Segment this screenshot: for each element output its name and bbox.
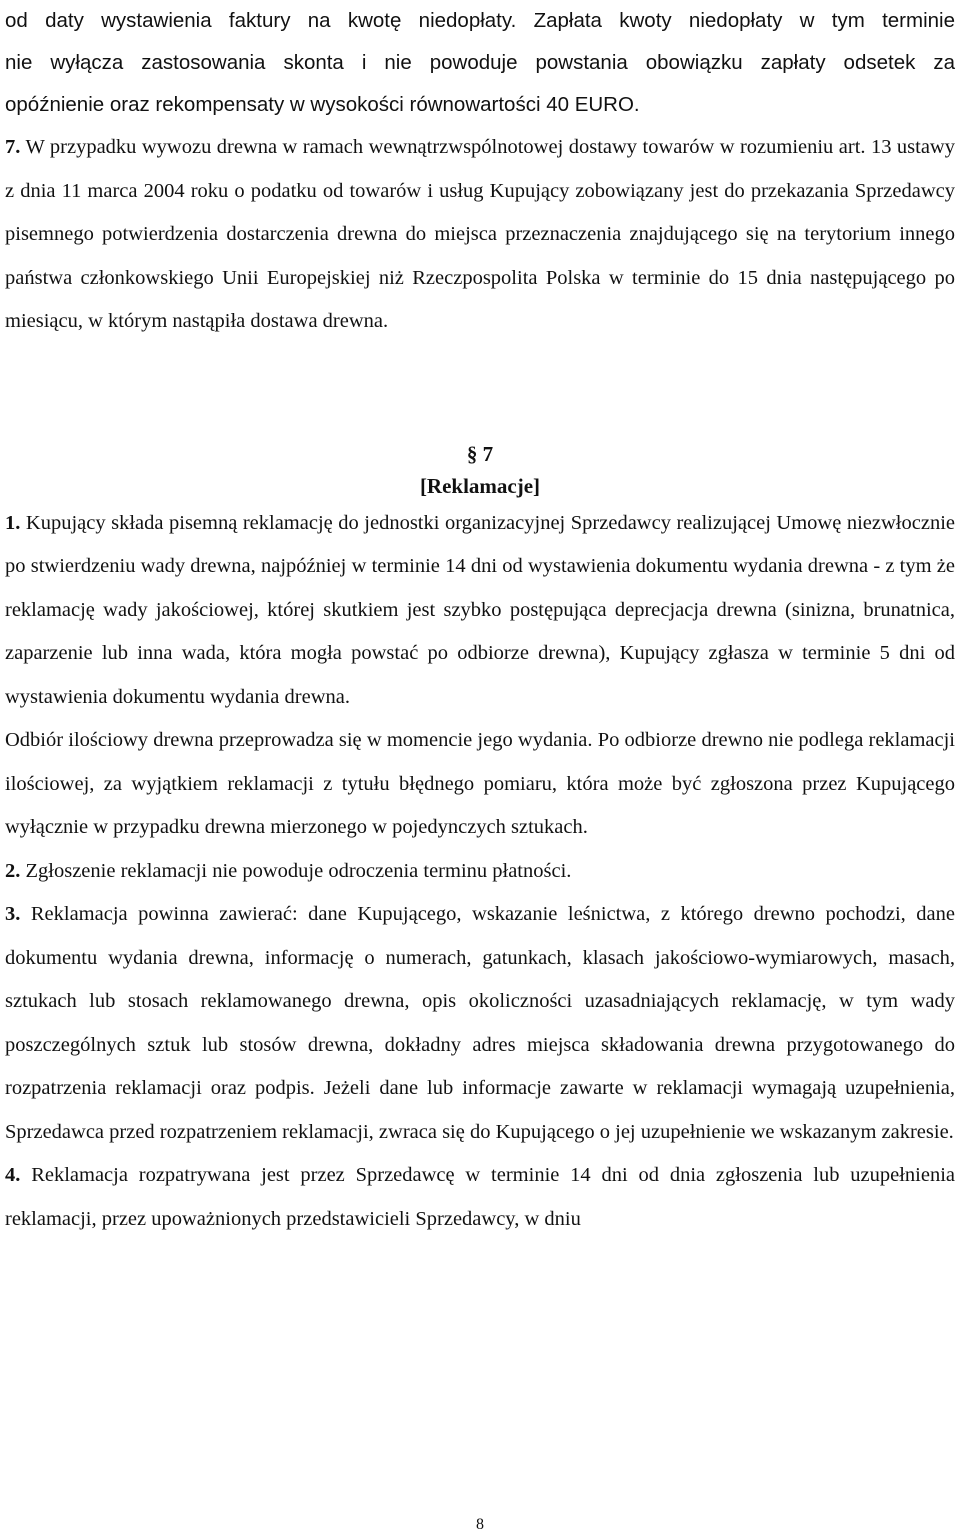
- paragraph-1: [5, 502, 955, 720]
- paragraph-number: 2.: [5, 859, 21, 882]
- point-number: 7.: [5, 136, 21, 158]
- paragraph-text: Odbiór ilościowy drewna przeprowadza się w momencie jego wydania. Po odbiorze drewno nie podlega reklamacji ilościowej, za wyjątkiem reklamacji z tytułu błędnego pomiaru, która może być zgłoszona przez Kupującego wyłącznie w przypadku drewna mierzonego w pojedynczych sztukach.: [5, 729, 955, 838]
- paragraph-text: Reklamacja rozpatrywana jest przez Sprzedawcę w terminie 14 dni od dnia zgłoszenia lub uzupełnienia reklamacji, przez upoważnionych przedstawicieli Sprzedawcy, w dniu: [5, 1164, 955, 1230]
- paragraph-1-continued: [5, 719, 955, 850]
- document-page: [5, 0, 955, 1241]
- section-number: § 7: [466, 441, 494, 466]
- spacer: [5, 344, 955, 426]
- paragraph-text: Reklamacja powinna zawierać: dane Kupującego, wskazanie leśnictwa, z którego drewno pochodzi, dane dokumentu wydania drewna, informację o numerach, gatunkach, klasach jakościowo-wymiarowych, masach, sztukach lub stosach reklamowanego drewna, opis okoliczności uzasadniających reklamację, w tym wady poszczególnych sztuk lub stosów drewna, dokładny adres miejsca składowania drewna przygotowanego do rozpatrzenia reklamacji oraz podpis. Jeżeli dane lub informacje zawarte w reklamacji wymagają uzupełnienia, Sprzedawca przed rozpatrzeniem reklamacji, zwraca się do Kupującego o jej uzupełnienie we wskazanym zakresie.: [5, 903, 955, 1143]
- intro-block: [5, 0, 955, 126]
- paragraph-3: [5, 893, 955, 1154]
- paragraph-4: [5, 1154, 955, 1241]
- intro-line: opóźnienie oraz rekompensaty w wysokości równowartości 40 EURO.: [5, 93, 640, 116]
- section-title: [Reklamacje]: [419, 473, 541, 498]
- paragraph-text: Kupujący składa pisemną reklamację do jednostki organizacyjnej Sprzedawcy realizującej Umowę niezwłocznie po stwierdzeniu wady drewna, najpóźniej w terminie 14 dni od wystawienia dokumentu wydania drewna - z tym że reklamację wady jakościowej, której skutkiem jest szybko postępująca deprecjacja drewna (sinizna, brunatnica, zaparzenie lub inna wada, która mogła powstać po odbiorze drewna), Kupujący zgłasza w terminie 5 dni od wystawienia dokumentu wydania drewna.: [5, 511, 955, 708]
- intro-line: nie wyłącza zastosowania skonta i nie powoduje powstania obowiązku zapłaty odsetek za: [5, 51, 955, 74]
- point-text: W przypadku wywozu drewna w ramach wewnątrzwspólnotowej dostawy towarów w rozumieniu art. 13 ustawy z dnia 11 marca 2004 roku o podatku od towarów i usług Kupujący zobowiązany jest do przekazania Sprzedawcy pisemnego potwierdzenia dostarczenia drewna do miejsca przeznaczenia znajdującego się na terytorium innego państwa członkowskiego Unii Europejskiej niż Rzeczpospolita Polska w terminie do 15 dnia następującego po miesiącu, w którym nastąpiła dostawa drewna.: [5, 136, 955, 332]
- paragraph-number: 1.: [5, 511, 21, 534]
- paragraph-text: Zgłoszenie reklamacji nie powoduje odroczenia terminu płatności.: [20, 859, 572, 882]
- intro-line: od daty wystawienia faktury na kwotę niedopłaty. Zapłata kwoty niedopłaty w tym terminie: [5, 9, 955, 32]
- paragraph-2: [5, 850, 955, 894]
- page-number: 8: [476, 1516, 484, 1533]
- point-7-paragraph: [5, 126, 955, 344]
- paragraph-number: 4.: [5, 1164, 21, 1186]
- paragraph-number: 3.: [5, 903, 21, 925]
